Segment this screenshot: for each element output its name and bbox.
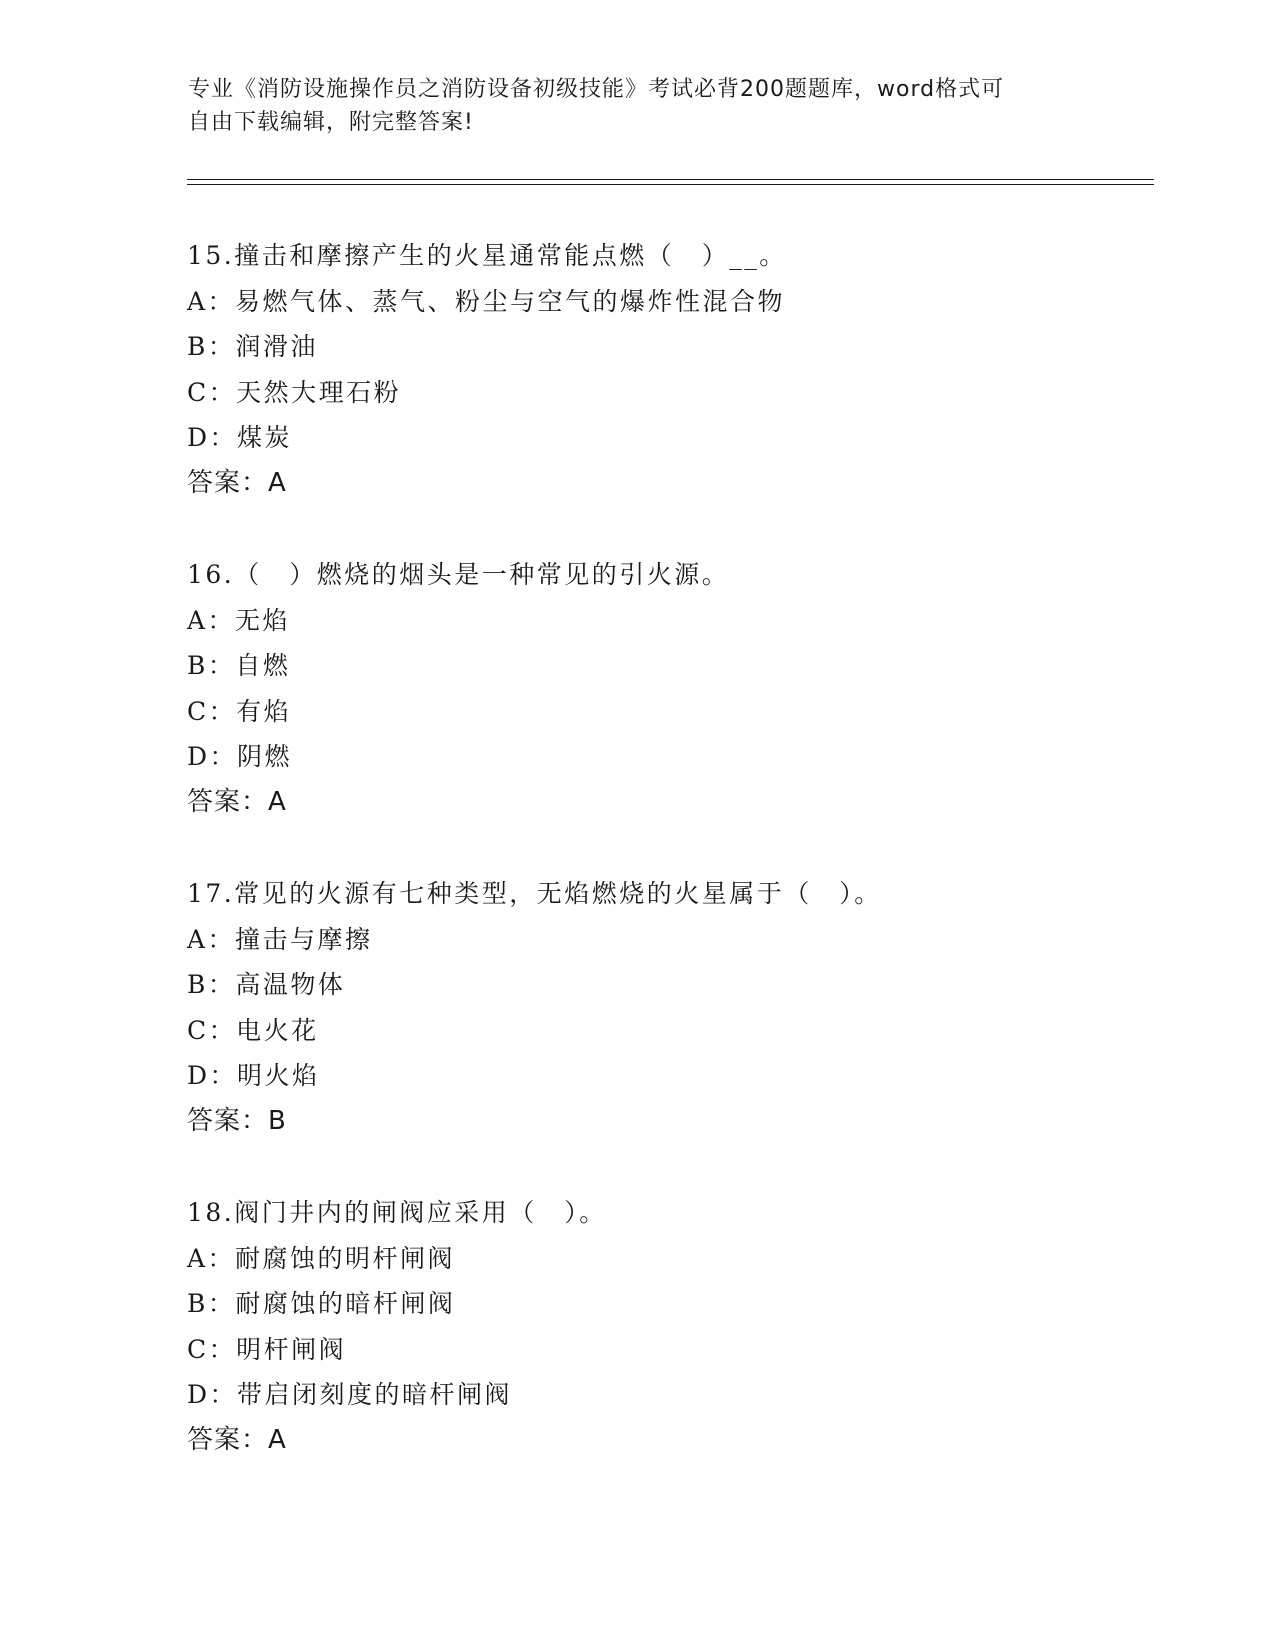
option-c: C：天然大理石粉	[187, 377, 402, 407]
option-a: A：耐腐蚀的明杆闸阀	[187, 1243, 456, 1273]
answer: 答案：A	[187, 467, 287, 498]
question-stem: 15.撞击和摩擦产生的火星通常能点燃（ ）__。	[187, 241, 787, 270]
question-16	[187, 552, 1147, 825]
header-line-1: 专业《消防设施操作员之消防设备初级技能》考试必背200题题库，word格式可	[188, 77, 1005, 102]
document-header	[188, 73, 1088, 139]
question-17	[187, 871, 1147, 1144]
option-c: C：有焰	[187, 696, 292, 726]
option-b: B：高温物体	[187, 970, 346, 999]
answer: 答案：B	[187, 1105, 287, 1136]
option-b: B：自燃	[187, 651, 291, 680]
option-b: B：润滑油	[187, 332, 318, 361]
answer: 答案：A	[187, 1424, 287, 1455]
question-stem: 16.（ ）燃烧的烟头是一种常见的引火源。	[187, 560, 730, 589]
option-a: A：易燃气体、蒸气、粉尘与空气的爆炸性混合物	[187, 286, 786, 316]
option-d: D：带启闭刻度的暗杆闸阀	[187, 1380, 513, 1409]
question-stem: 18.阀门井内的闸阀应采用（ ）。	[187, 1198, 607, 1227]
option-d: D：阴燃	[187, 742, 293, 771]
option-c: C：明杆闸阀	[187, 1334, 347, 1364]
header-line-2: 自由下载编辑，附完整答案!	[188, 110, 474, 135]
question-18	[187, 1190, 1147, 1463]
header-divider-bottom	[187, 184, 1154, 185]
option-c: C：电火花	[187, 1015, 319, 1045]
header-divider-top	[187, 179, 1154, 180]
question-15	[187, 233, 1147, 506]
question-stem: 17.常见的火源有七种类型，无焰燃烧的火星属于（ ）。	[187, 879, 882, 908]
option-b: B：耐腐蚀的暗杆闸阀	[187, 1289, 456, 1318]
option-a: A：无焰	[187, 605, 291, 635]
answer: 答案：A	[187, 786, 287, 817]
option-a: A：撞击与摩擦	[187, 924, 373, 954]
option-d: D：煤炭	[187, 423, 293, 452]
option-d: D：明火焰	[187, 1061, 320, 1090]
